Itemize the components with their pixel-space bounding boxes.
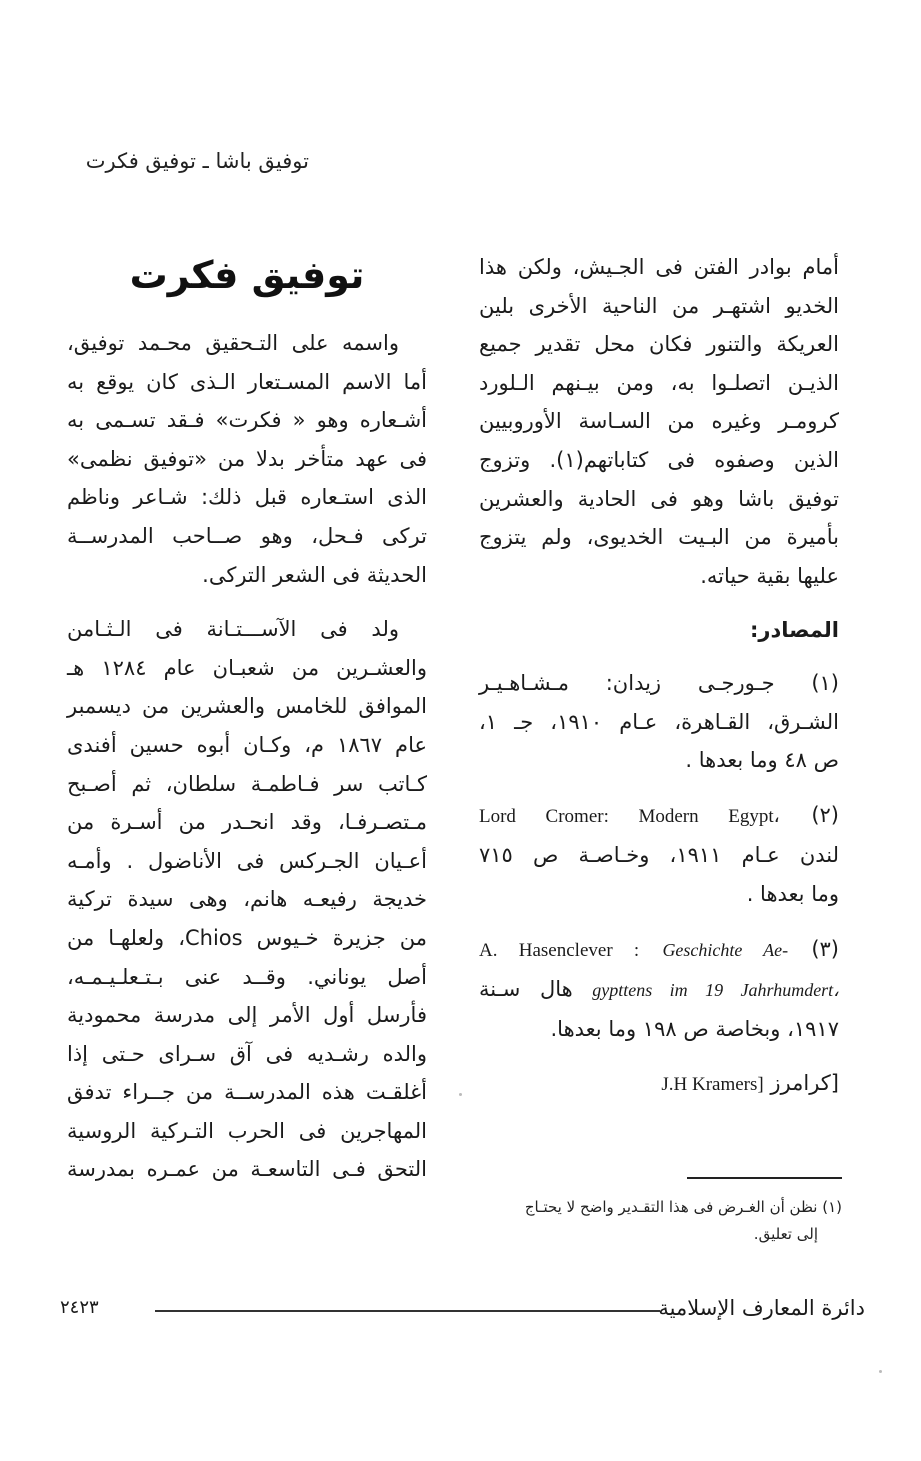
paragraph-birth bbox=[67, 610, 427, 1189]
author-arabic: [كرامرز bbox=[770, 1071, 839, 1096]
page-number: ٢٤٢٣ bbox=[60, 1297, 99, 1318]
text-line bbox=[479, 970, 839, 1010]
text-line: فى عهد متأخر بدلا من «توفيق نظمى» bbox=[67, 446, 427, 471]
text-line: أما الاسم المسـتعار الـذى كان يوقع به bbox=[67, 369, 427, 394]
text-line bbox=[479, 796, 839, 837]
footnote-divider bbox=[687, 1177, 842, 1179]
text-line: تركى فـحل، وهو صــاحب المدرســة bbox=[67, 523, 427, 548]
text-line: الخديو اشتهـر من الناحية الأخرى بلين bbox=[479, 293, 839, 318]
footer-divider bbox=[155, 1310, 660, 1312]
source-title-part: gypttens im 19 Jahrhumdert، bbox=[592, 980, 839, 1001]
author-latin: J.H Kramers] bbox=[661, 1074, 764, 1096]
text-line: ١٩١٧، وبخاصة ص ١٩٨ وما بعدها. bbox=[550, 1016, 839, 1041]
text-line: كـاتب سر فـاطمـة سلطان، ثم أصـبح bbox=[67, 771, 427, 796]
text-line: بأميرة من البـيت الخديوى، ولم يتزوج bbox=[479, 525, 839, 550]
text-line: الذى استـعاره قبل ذلك: شـاعر وناظم bbox=[67, 485, 427, 510]
text-line: واسمه على التـحقيق محـمد توفيق، bbox=[67, 331, 399, 355]
source-entry-2 bbox=[479, 796, 839, 914]
source-entry-1 bbox=[479, 664, 839, 780]
text-line: العريكة والتنور فكان محل تقدير جميع bbox=[479, 332, 839, 357]
text-line bbox=[479, 930, 839, 971]
source-author: A. Hasenclever : bbox=[479, 939, 640, 961]
text-line: وما بعدها . bbox=[746, 881, 839, 906]
text-line: كرومـر وغيره من السـاسة الأوروبيين bbox=[479, 409, 839, 434]
text-line: من جزيرة خـيوس Chios، ولعلهـا من bbox=[67, 925, 427, 950]
page-footer bbox=[60, 1293, 865, 1327]
article-title: توفيق فكرت bbox=[129, 253, 365, 297]
text-line: أشـعاره وهو « فكرت» فـقد تسـمى به bbox=[67, 408, 427, 433]
text-line: (١) جـورجـى زيدان: مـشـاهـيـر bbox=[479, 670, 839, 695]
article-author bbox=[479, 1064, 839, 1105]
scan-speck bbox=[459, 1093, 462, 1096]
paragraph-name bbox=[67, 324, 427, 594]
text-line: لندن عـام ١٩١١، وخـاصـة ص ٧١٥ bbox=[479, 843, 840, 868]
text-line: أغلقـت هذه المدرســة من جــراء تدفق bbox=[67, 1080, 427, 1105]
text-line: والده رشـديه فى آق سـراى حـتى إذا bbox=[67, 1041, 427, 1066]
text-line: المهاجرين فى الحرب التـركية الروسية bbox=[67, 1118, 427, 1143]
journal-title: دائرة المعارف الإسلامية bbox=[658, 1296, 865, 1320]
text-line: الشـرق، القـاهرة، عـام ١٩١٠، جـ ١، bbox=[479, 709, 840, 734]
text-line: عام ١٨٦٧ م، وكـان أبوه حسين أفندى bbox=[67, 732, 427, 757]
running-header-title: توفيق باشا ـ توفيق فكرت bbox=[85, 149, 309, 173]
text-line: التحق فـى التاسعـة من عمـره بمدرسة bbox=[67, 1157, 427, 1182]
text-line: أمام بوادر الفتن فى الجـيش، ولكن هذا bbox=[479, 255, 839, 279]
source-number: (٣) bbox=[811, 936, 839, 961]
sources-heading: المصادر: bbox=[749, 618, 839, 643]
scan-speck bbox=[879, 1370, 882, 1373]
text-line: أصل يوناني. وقــد عنى بـتـعلـيـمـه، bbox=[67, 964, 427, 989]
source-latin-reference bbox=[479, 806, 780, 827]
text-line: والعشـرين من شعبـان عام ١٢٨٤ هـ bbox=[67, 655, 427, 680]
text-line: الذين وصفوه فى كتاباتهم(١). وتزوج bbox=[479, 447, 839, 472]
left-column bbox=[67, 248, 427, 1205]
text-line: عليها بقية حياته. bbox=[700, 563, 839, 588]
continuation-paragraph bbox=[479, 248, 839, 595]
source-title-part: Geschichte Ae- bbox=[662, 939, 789, 960]
source-entry-3 bbox=[479, 930, 839, 1049]
text-line: ولد فى الآســـتـانة فى الـثـامن bbox=[67, 617, 399, 642]
right-column bbox=[479, 248, 839, 1105]
text-line: خديجة رفيعـه هانم، وهى سيدة تركية bbox=[67, 887, 427, 912]
footnote-line: (١) نظن أن الغـرض فى هذا التقـدير واضح لا يحتـاج bbox=[524, 1198, 842, 1216]
text-line: مـتصـرفـا، وقد انحـدر من أسـرة من bbox=[67, 810, 427, 835]
text-line: الموافق للخامس والعشرين من ديسمبر bbox=[67, 694, 427, 719]
text-line: أعـيان الجـركس فى الأناضول . وأمـه bbox=[67, 848, 427, 873]
text-line: توفيق باشا وهو فى الحادية والعشرين bbox=[479, 486, 839, 511]
text-line: الذيـن اتصلـوا به، ومن بيـنهم الـلورد bbox=[479, 370, 839, 395]
text-line: فأرسل أول الأمر إلى مدرسة محمودية bbox=[67, 1003, 427, 1028]
text-line: الحديثة فى الشعر التركى. bbox=[202, 562, 427, 587]
source-latin-text: Lord Cromer: Modern Egypt، bbox=[479, 805, 780, 827]
source-number: (٢) bbox=[811, 802, 839, 827]
text-line: ص ٤٨ وما بعدها . bbox=[685, 748, 839, 773]
source-publisher: هال سـنة bbox=[479, 977, 573, 1002]
footnote-line: إلى تعليق. bbox=[753, 1225, 818, 1243]
footnote bbox=[482, 1194, 842, 1248]
